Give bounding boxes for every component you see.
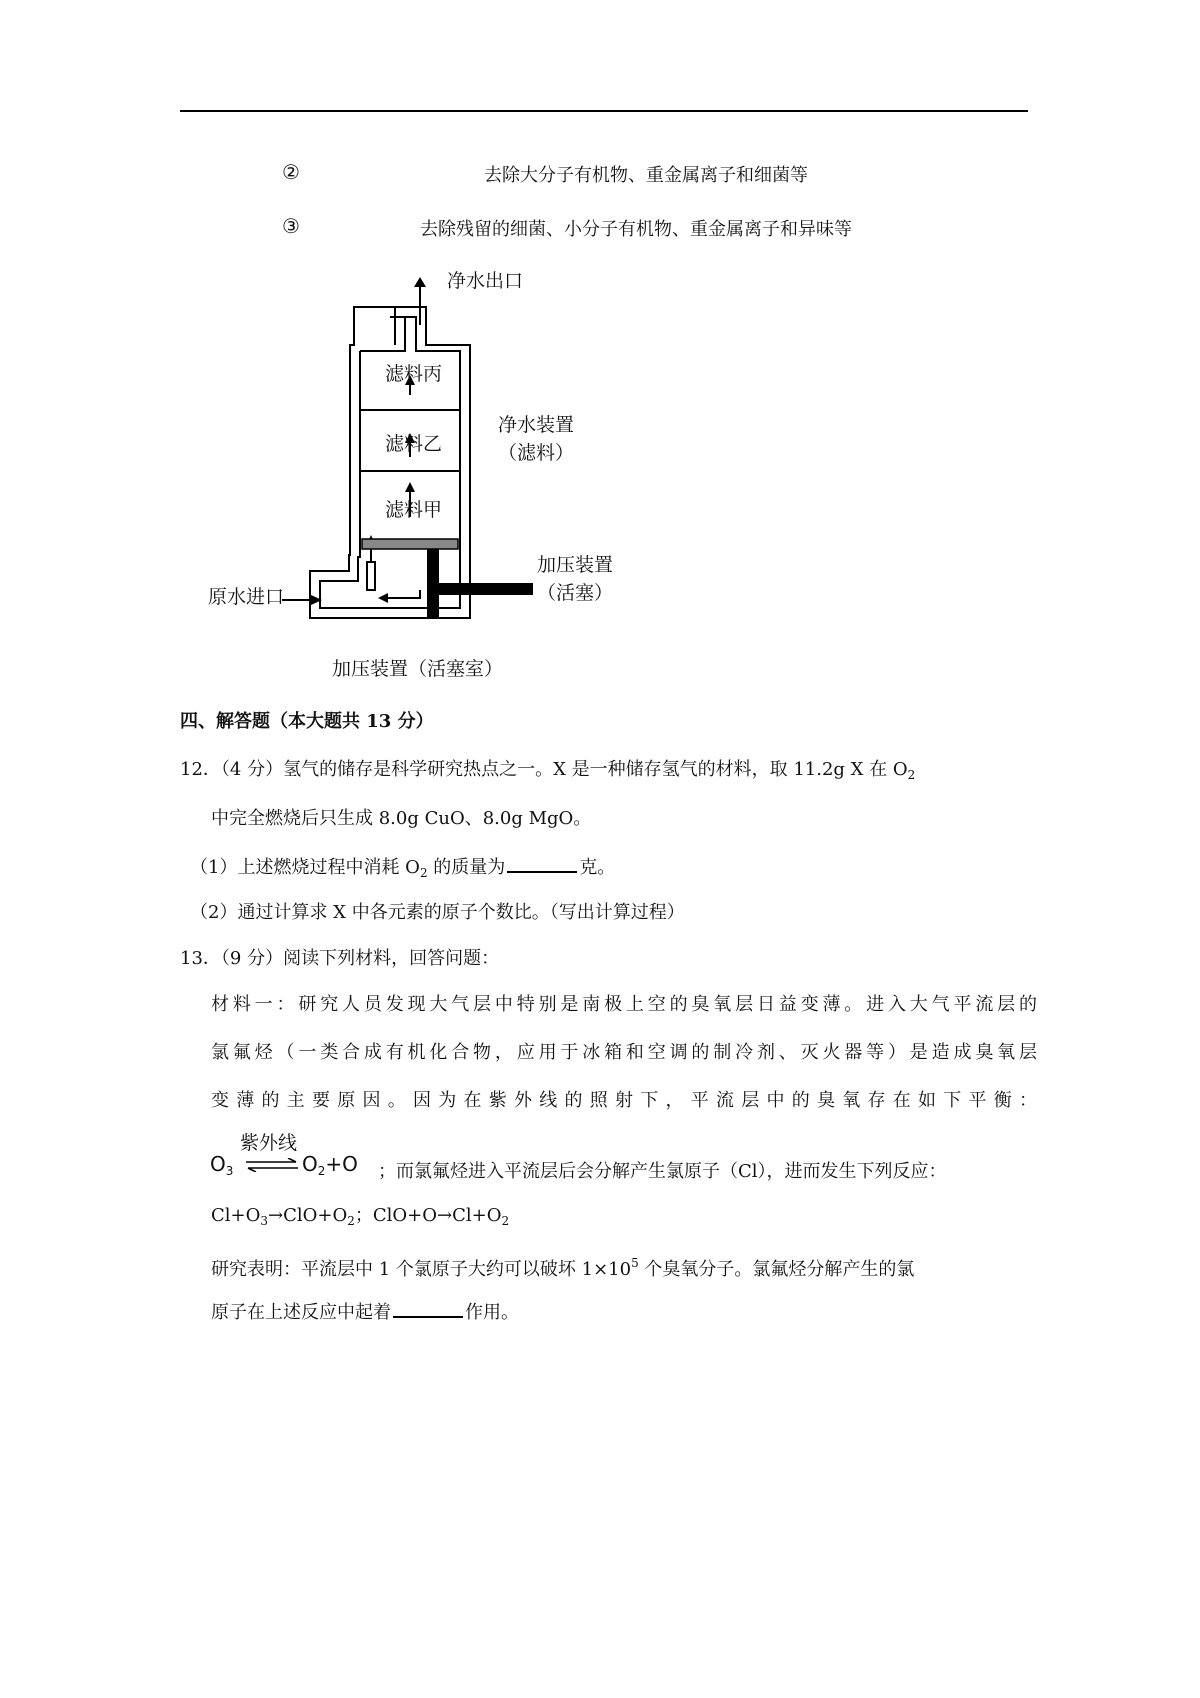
equation-products: $O_2+O$ <box>302 1152 358 1178</box>
ozone-equilibrium-equation <box>210 1128 380 1180</box>
row-3-number: ③ <box>282 214 300 238</box>
header-rule <box>180 110 1028 112</box>
q12-stem-line1: 12．（4 分）氢气的储存是科学研究热点之一。X 是一种储存氢气的材料，取 11.2g X 在 $O_2$ <box>180 759 916 782</box>
q13-research-line1: 研究表明：平流层中 1 个氯原子大约可以破坏 $1\times 10^5$ 个臭氧分子。氯氟烃分解产生的氯 <box>211 1256 915 1280</box>
q12-stem-line2: 中完全燃烧后只生成 8.0g CuO、8.0g MgO。 <box>211 808 592 829</box>
diagram-layer-c-label: 滤料丙 <box>385 363 443 385</box>
q12-answer-blank[interactable] <box>507 853 577 873</box>
diagram-purifier-label: 净水装置 <box>498 414 575 436</box>
section-heading: 四、解答题（本大题共 13 分） <box>180 711 434 732</box>
equation-reactant: $O_3$ <box>210 1152 234 1178</box>
q13-stem: 13．（9 分）阅读下列材料，回答问题： <box>180 948 500 969</box>
diagram-press-sublabel: （活塞） <box>537 582 614 604</box>
q13-research-line2: 原子在上述反应中起着 作用。 <box>211 1298 519 1326</box>
diagram-layer-a-label: 滤料甲 <box>385 499 443 521</box>
q12-part2: （2）通过计算求 X 中各元素的原子个数比。（写出计算过程） <box>190 902 685 923</box>
diagram-outlet-label: 净水出口 <box>447 270 524 292</box>
q13-material-line1: 材料一：研究人员发现大气层中特别是南极上空的臭氧层日益变薄。进入大气平流层的 <box>211 994 1037 1015</box>
diagram-chamber-label: 加压装置（活塞室） <box>332 658 504 680</box>
equilibrium-arrow-icon <box>244 1158 300 1172</box>
row-2-number: ② <box>282 160 300 184</box>
q13-material-line3: 变薄的主要原因。因为在紫外线的照射下，平流层中的臭氧存在如下平衡： <box>211 1090 1037 1111</box>
diagram-inlet-label: 原水进口 <box>208 586 285 608</box>
q13-material-line4: ；而氯氟烃进入平流层后会分解产生氯原子（Cl），进而发生下列反应： <box>378 1161 947 1182</box>
row-2-text: 去除大分子有机物、重金属离子和细菌等 <box>484 165 808 186</box>
q12-part1: （1）上述燃烧过程中消耗 $O_2$ 的质量为 克。 <box>190 853 615 886</box>
q13-answer-blank[interactable] <box>393 1298 463 1318</box>
row-3-text: 去除残留的细菌、小分子有机物、重金属离子和异味等 <box>420 219 852 240</box>
q13-material-line2: 氯氟烃（一类合成有机化合物，应用于冰箱和空调的制冷剂、灭火器等）是造成臭氧层 <box>211 1042 1037 1063</box>
diagram-layer-b-label: 滤料乙 <box>385 433 443 455</box>
equation-condition: 紫外线 <box>240 1132 298 1154</box>
diagram-press-label: 加压装置 <box>537 554 614 576</box>
q13-reactions: $Cl+O_3\to ClO+O_2$；$ClO+O\to Cl+O_2$ <box>211 1205 510 1228</box>
diagram-purifier-sublabel: （滤料） <box>498 442 575 464</box>
water-purifier-diagram <box>180 265 600 695</box>
